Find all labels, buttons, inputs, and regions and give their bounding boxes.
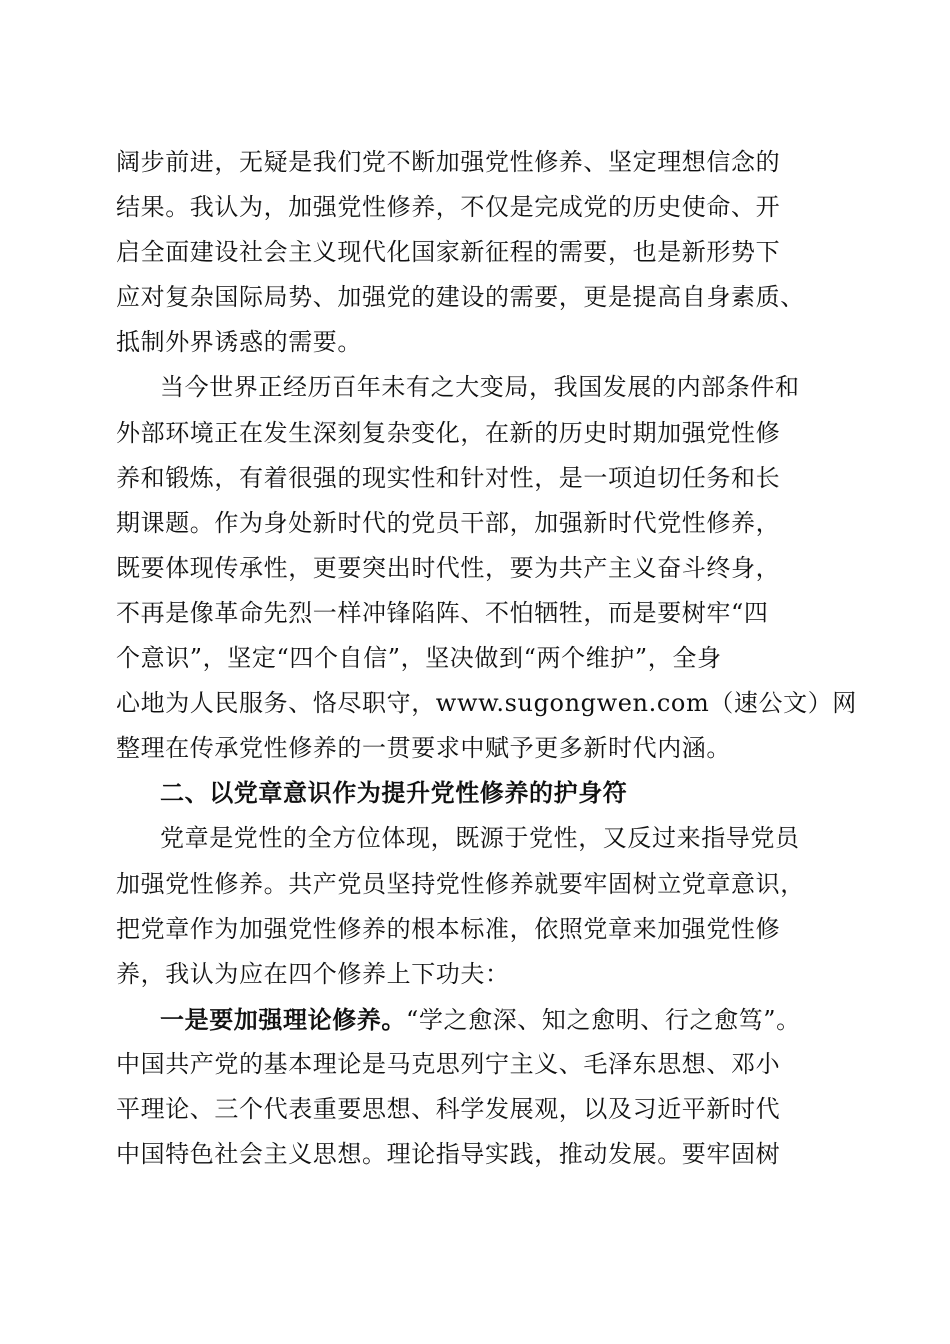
paragraph-start-line (116, 997, 836, 1042)
subheading-run: 一是要加强理论修养。 (160, 1004, 406, 1034)
text-line: 中国特色社会主义思想。理论指导实践，推动发展。要牢固树 (116, 1140, 781, 1169)
text-line: 外部环境正在发生深刻复杂变化，在新的历史时期加强党性修 (116, 418, 781, 447)
paragraph-start-line: 当今世界正经历百年未有之大变局，我国发展的内部条件和 (160, 373, 800, 402)
text-line: 应对复杂国际局势、加强党的建设的需要，更是提高自身素质、 (116, 283, 805, 312)
text-line: 既要体现传承性，更要突出时代性，要为共产主义奋斗终身， (116, 553, 781, 582)
text-line: 整理在传承党性修养的一贯要求中赋予更多新时代内涵。 (116, 734, 731, 763)
text-line: 养，我认为应在四个修养上下功夫： (116, 959, 510, 988)
text-line: 中国共产党的基本理论是马克思列宁主义、毛泽东思想、邓小 (116, 1049, 781, 1078)
text-line: 把党章作为加强党性修养的根本标准，依照党章来加强党性修 (116, 914, 781, 943)
text-line: 加强党性修养。共产党员坚持党性修养就要牢固树立党章意识， (116, 869, 805, 898)
text-line: 心地为人民服务、恪尽职守，www.sugongwen.com（速公文）网 (116, 689, 857, 718)
text-line: 个意识”，坚定“四个自信”，坚决做到“两个维护”，全身 (116, 644, 722, 673)
paragraph-start-line: 党章是党性的全方位体现，既源于党性，又反过来指导党员 (160, 824, 800, 853)
text-line: 抵制外界诱惑的需要。 (116, 328, 362, 357)
text-line: 启全面建设社会主义现代化国家新征程的需要，也是新形势下 (116, 238, 781, 267)
text-line: 平理论、三个代表重要思想、科学发展观，以及习近平新时代 (116, 1094, 781, 1123)
quote-run: “学之愈深、知之愈明、行之愈笃”。 (406, 1005, 801, 1034)
section-heading: 二、以党章意识作为提升党性修养的护身符 (160, 779, 628, 808)
text-line: 期课题。作为身处新时代的党员干部，加强新时代党性修养， (116, 508, 781, 537)
text-line: 阔步前进，无疑是我们党不断加强党性修养、坚定理想信念的 (116, 148, 781, 176)
document-body (116, 140, 857, 1177)
text-line: 结果。我认为，加强党性修养，不仅是完成党的历史使命、开 (116, 193, 781, 222)
text-line: 不再是像革命先烈一样冲锋陷阵、不怕牺牲，而是要树牢“四 (116, 598, 769, 627)
text-line: 养和锻炼，有着很强的现实性和针对性，是一项迫切任务和长 (116, 463, 781, 492)
